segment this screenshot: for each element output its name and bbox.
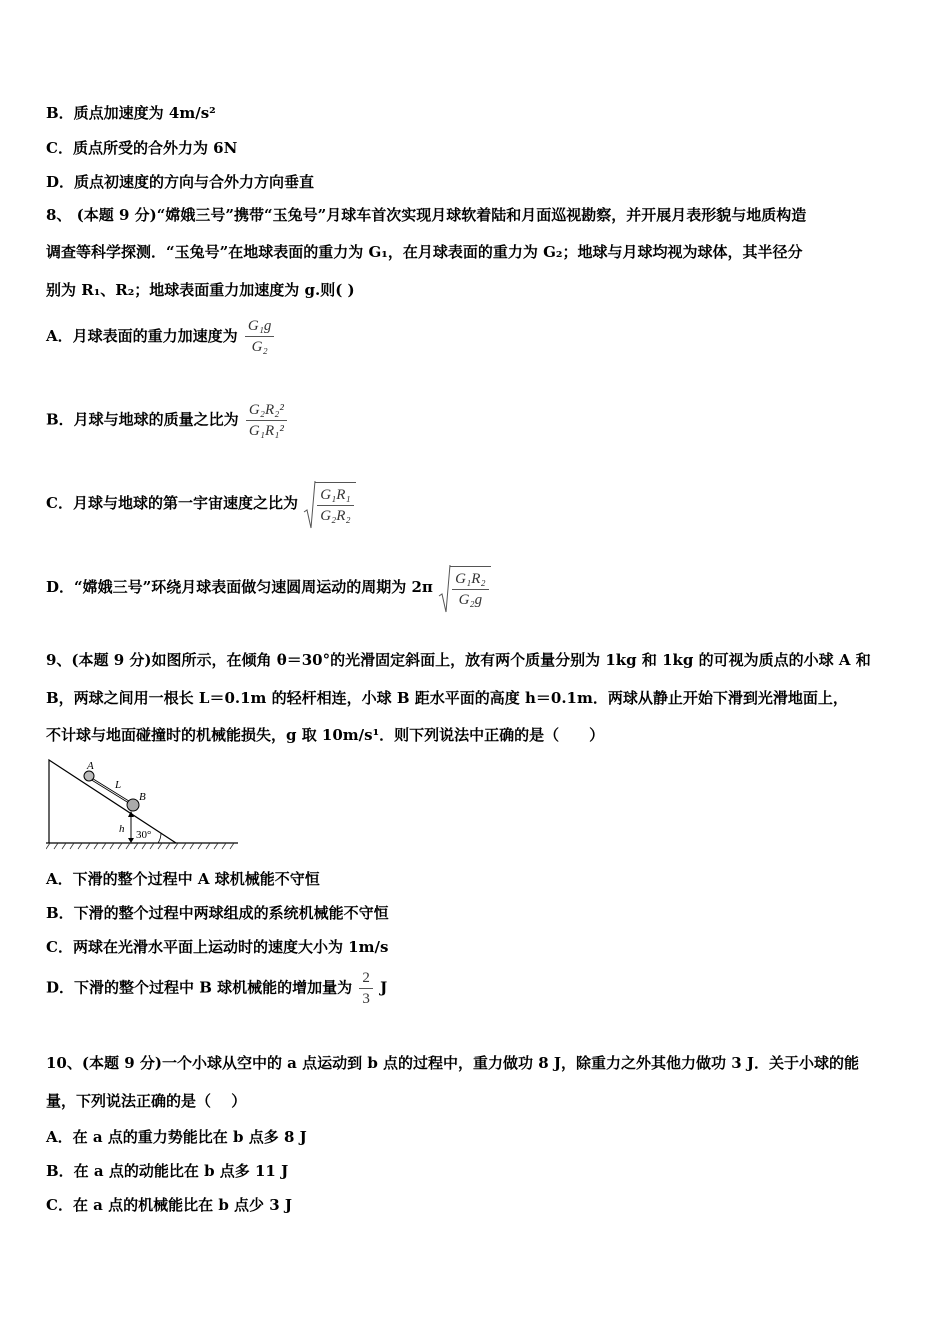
ground-hatch [46,843,234,849]
label-h: h [119,823,125,835]
ball-b [127,799,139,811]
q9-option-a: A．下滑的整个过程中 A 球机械能不守恒 [46,870,320,888]
q10-stem-line1: 10、(本题 9 分)一个小球从空中的 a 点运动到 b 点的过程中，重力做功 8 J，除重力之外其他力做功 3 J．关于小球的能 [46,1054,860,1072]
fraction-numerator: G₁R₁ [317,485,353,506]
fraction-denominator: 3 [362,991,370,1007]
label-l: L [115,779,122,791]
q10-option-c: C．在 a 点的机械能比在 b 点少 3 J [46,1196,293,1214]
q8-option-b-text: B．月球与地球的质量之比为 [46,410,239,429]
q8-option-b [46,400,289,441]
q9-stem-line1: 9、(本题 9 分)如图所示，在倾角 θ＝30°的光滑固定斜面上，放有两个质量分别为 1kg 和 1kg 的可视为质点的小球 A 和 [46,651,871,669]
q9-option-d-text: D．下滑的整个过程中 B 球机械能的增加量为 [46,978,353,997]
label-angle: 30° [136,829,152,841]
angle-arc [158,833,161,843]
q8-stem-line2: 调查等科学探测．“玉兔号”在地球表面的重力为 G₁，在月球表面的重力为 G₂；地球与月球均视为球体，其半径分 [46,243,803,261]
q8-option-c-text: C．月球与地球的第一宇宙速度之比为 [46,494,298,512]
fraction-denominator: G₂ [251,339,268,355]
q7-option-c: C．质点所受的合外力为 6N [46,139,238,157]
q8-option-d-fraction [452,569,488,610]
q8-option-a [46,316,276,357]
fraction-numerator: G₁g [245,316,275,337]
q9-stem-line2: B，两球之间用一根长 L＝0.1m 的轻杆相连，小球 B 距水平面的高度 h＝0.1m．两球从静止开始下滑到光滑地面上， [46,689,848,707]
fraction-denominator: G₁R₁² [248,423,284,439]
sqrt-symbol [438,566,490,610]
sqrt-symbol [303,482,355,526]
q7-option-d: D．质点初速度的方向与合外力方向垂直 [46,173,315,191]
q9-option-c: C．两球在光滑水平面上运动时的速度大小为 1m/s [46,938,389,956]
incline-triangle [49,760,176,843]
q10-option-b: B．在 a 点的动能比在 b 点多 11 J [46,1162,289,1180]
label-a: A [87,760,94,772]
q8-stem-line3: 别为 R₁、R₂；地球表面重力加速度为 g.则( ) [46,281,355,299]
q8-option-a-fraction [245,316,275,357]
label-b: B [139,791,146,803]
q8-option-a-text: A．月球表面的重力加速度为 [46,326,238,345]
q9-stem-line3: 不计球与地面碰撞时的机械能损失，g 取 10m/s¹．则下列说法中正确的是（ ） [46,726,605,744]
fraction-numerator: G₁R₂ [452,569,488,590]
q8-stem-line1: 8、 (本题 9 分)“嫦娥三号”携带“玉兔号”月球车首次实现月球软着陆和月面巡视勘察，并开展月表形貌与地质构造 [46,206,807,224]
q8-option-c-fraction [317,485,353,526]
incline-diagram [46,758,241,857]
fraction-denominator: G₂g [458,592,483,608]
q10-option-a: A．在 a 点的重力势能比在 b 点多 8 J [46,1128,307,1146]
q10-stem-line2: 量，下列说法正确的是（ ） [46,1092,247,1110]
fraction-numerator: 2 [359,968,373,989]
fraction-denominator: G₂R₂ [320,508,351,524]
fraction-numerator: G₂R₂² [246,400,287,421]
q8-option-d-text: D．“嫦娥三号”环绕月球表面做匀速圆周运动的周期为 2π [46,578,433,596]
q9-option-b: B．下滑的整个过程中两球组成的系统机械能不守恒 [46,904,389,922]
q8-option-c [46,482,356,526]
q9-option-d-unit: J [380,978,388,997]
ball-a [84,771,94,781]
q8-option-d [46,566,491,610]
q9-option-d-fraction [359,968,373,1009]
q9-option-d [46,968,387,1009]
q7-option-b: B．质点加速度为 4m/s² [46,104,216,122]
q8-option-b-fraction [246,400,287,441]
